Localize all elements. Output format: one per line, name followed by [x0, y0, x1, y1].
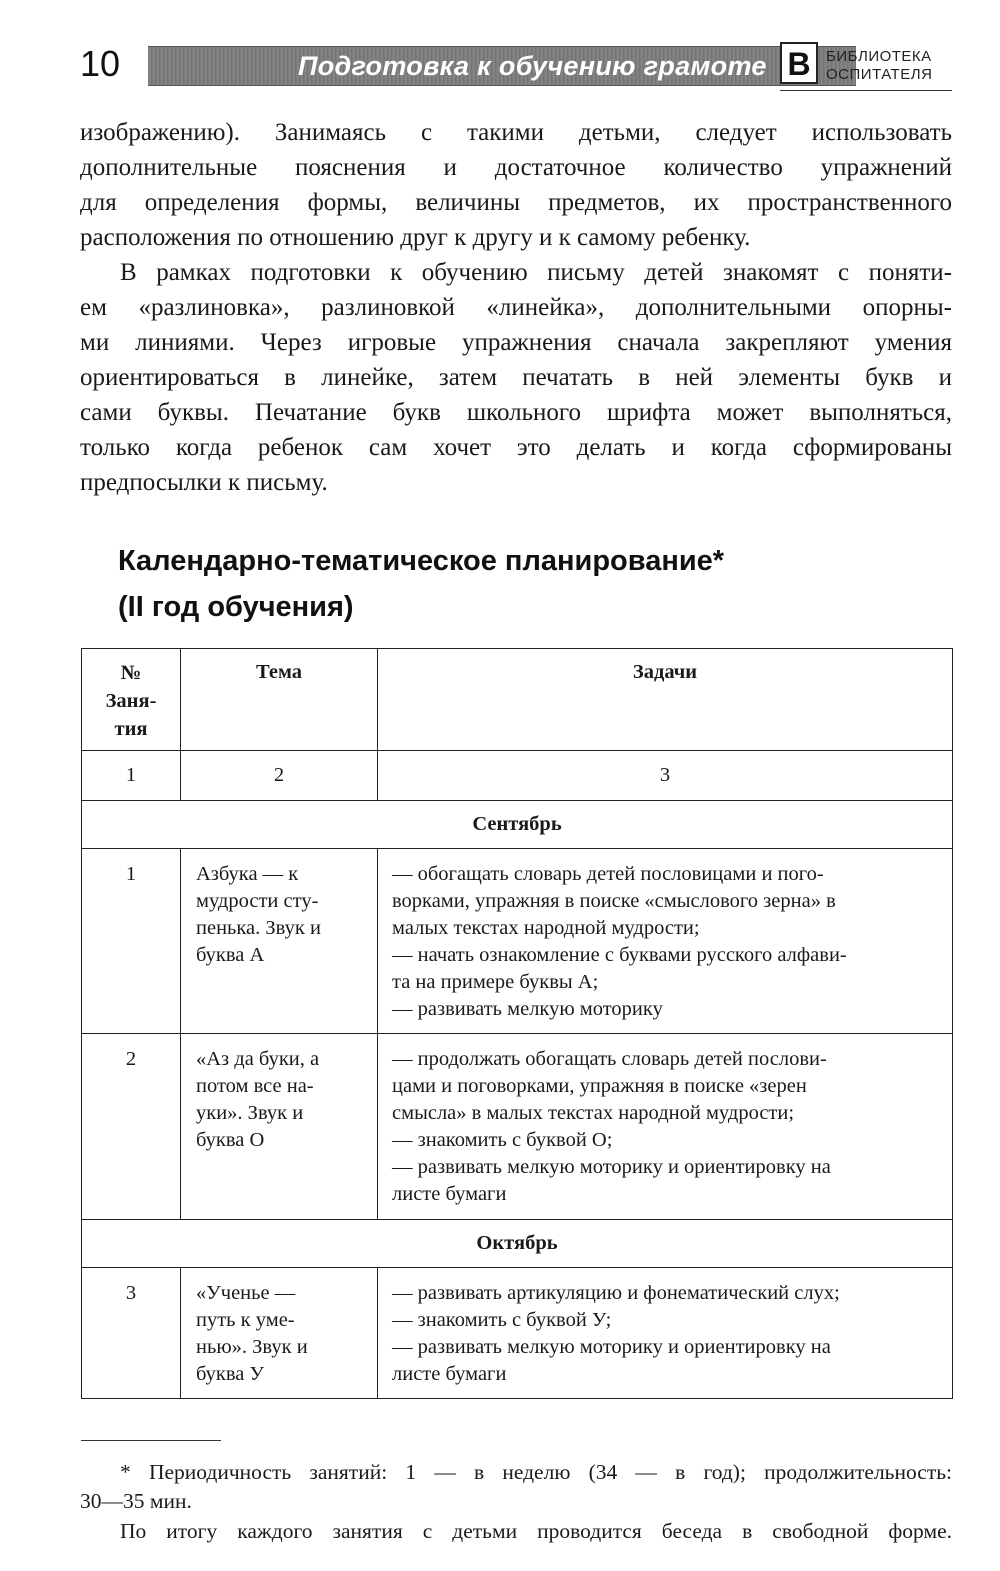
column-index: 2 — [181, 751, 378, 801]
task-line: малых текстах народной мудрости; — [392, 917, 700, 939]
header-num-line: Заня- — [105, 690, 157, 712]
lesson-tasks — [378, 1268, 953, 1399]
table-row — [82, 1268, 953, 1399]
lesson-tasks — [378, 1034, 953, 1220]
lesson-topic — [181, 1034, 378, 1220]
header-num-line: № — [120, 662, 142, 684]
logo-underline — [780, 90, 952, 91]
text-line: для определения формы, величины предметов, их пространственного — [80, 189, 952, 216]
topic-line: буква У — [196, 1363, 265, 1385]
task-line: ворками, упражняя в поиске «смыслового зерна» в — [392, 890, 836, 912]
task-line: — начать ознакомление с буквами русского алфави- — [392, 944, 847, 966]
topic-line: буква О — [196, 1129, 265, 1151]
text-line: ми линиями. Через игровые упражнения сначала закрепляют умения — [80, 329, 952, 356]
section-title: Подготовка к обучению грамоте — [298, 51, 767, 81]
task-line: — развивать артикуляцию и фонематический слух; — [392, 1282, 840, 1304]
topic-line: уки». Звук и — [196, 1102, 304, 1124]
text-line: изображению). Занимаясь с такими детьми, следует использовать — [80, 119, 952, 146]
month-row-september — [82, 801, 953, 849]
planning-table — [81, 648, 953, 1399]
text-line: предпосылки к письму. — [80, 469, 328, 496]
page-header — [80, 40, 952, 92]
table-row — [82, 1034, 953, 1220]
lesson-tasks — [378, 849, 953, 1034]
page-number: 10 — [80, 43, 121, 84]
column-index: 3 — [378, 751, 953, 801]
task-line: смысла» в малых текстах народной мудрости; — [392, 1102, 795, 1124]
text-line: расположения по отношению друг к другу и к самому ребенку. — [80, 224, 751, 251]
task-line: листе бумаги — [392, 1183, 507, 1205]
text-line: только когда ребенок сам хочет это делать и когда сформированы — [80, 434, 952, 461]
header-lesson-number — [82, 649, 181, 751]
task-line: цами и поговорками, упражняя в поиске «зерен — [392, 1075, 807, 1097]
header-topic: Тема — [181, 649, 378, 751]
topic-line: «Аз да буки, а — [196, 1048, 320, 1070]
text-line: дополнительные пояснения и достаточное количество упражнений — [80, 154, 952, 181]
lesson-number: 2 — [82, 1034, 181, 1220]
column-index-row — [82, 751, 953, 801]
table-row — [82, 849, 953, 1034]
lesson-number: 3 — [82, 1268, 181, 1399]
text-line: ориентироваться в линейке, затем печатать в ней элементы букв и — [80, 364, 952, 391]
logo-letter-box: В — [780, 42, 818, 84]
topic-line: буква А — [196, 944, 265, 966]
task-line: листе бумаги — [392, 1363, 507, 1385]
text-line: сами буквы. Печатание букв школьного шрифта может выполняться, — [80, 399, 952, 426]
footnote-line-2: 30—35 мин. — [80, 1489, 192, 1513]
month-row-october — [82, 1220, 953, 1268]
table-header-row — [82, 649, 953, 751]
text-line: В рамках подготовки к обучению письму детей знакомят с поняти- — [120, 259, 952, 286]
topic-line: мудрости сту- — [196, 890, 319, 912]
column-index: 1 — [82, 751, 181, 801]
text-line: ем «разлиновка», разлиновкой «линейка», дополнительными опорны- — [80, 294, 952, 321]
task-line: — знакомить с буквой О; — [392, 1129, 613, 1151]
topic-line: Азбука — к — [196, 863, 299, 885]
footnote-note: По итогу каждого занятия с детьми проводится беседа в свободной форме. — [120, 1519, 952, 1543]
task-line: — развивать мелкую моторику и ориентировку на — [392, 1156, 831, 1178]
topic-line: потом все на- — [196, 1075, 314, 1097]
topic-line: путь к уме- — [196, 1309, 295, 1331]
header-num-line: тия — [114, 718, 148, 740]
series-logo — [780, 42, 955, 92]
task-line: — продолжать обогащать словарь детей послови- — [392, 1048, 827, 1070]
lesson-topic — [181, 849, 378, 1034]
lesson-number: 1 — [82, 849, 181, 1034]
intro-paragraph-2 — [80, 255, 952, 500]
month-label: Октябрь — [82, 1220, 953, 1268]
logo-line-1: БИБЛИОТЕКА — [826, 48, 932, 65]
month-label: Сентябрь — [82, 801, 953, 849]
intro-paragraph-1 — [80, 115, 952, 255]
task-line: — развивать мелкую моторику и ориентировку на — [392, 1336, 831, 1358]
lesson-topic — [181, 1268, 378, 1399]
task-line: — знакомить с буквой У; — [392, 1309, 612, 1331]
task-line: — развивать мелкую моторику — [392, 998, 663, 1020]
footnote-separator — [81, 1440, 221, 1441]
topic-line: «Ученье — — [196, 1282, 296, 1304]
task-line: та на примере буквы А; — [392, 971, 599, 993]
section-title-bar — [148, 46, 856, 86]
footnote-line-1: * Периодичность занятий: 1 — в неделю (34 — в год); продолжительность: — [120, 1460, 952, 1484]
footnote — [80, 1458, 952, 1516]
task-line: — обогащать словарь детей пословицами и пого- — [392, 863, 824, 885]
section-heading — [118, 538, 724, 630]
logo-line-2: ОСПИТАТЕЛЯ — [826, 66, 933, 83]
topic-line: нью». Звук и — [196, 1336, 308, 1358]
heading-line-1: Календарно-тематическое планирование* — [118, 545, 725, 577]
topic-line: пенька. Звук и — [196, 917, 321, 939]
header-tasks: Задачи — [378, 649, 953, 751]
heading-line-2: (II год обучения) — [118, 591, 354, 623]
